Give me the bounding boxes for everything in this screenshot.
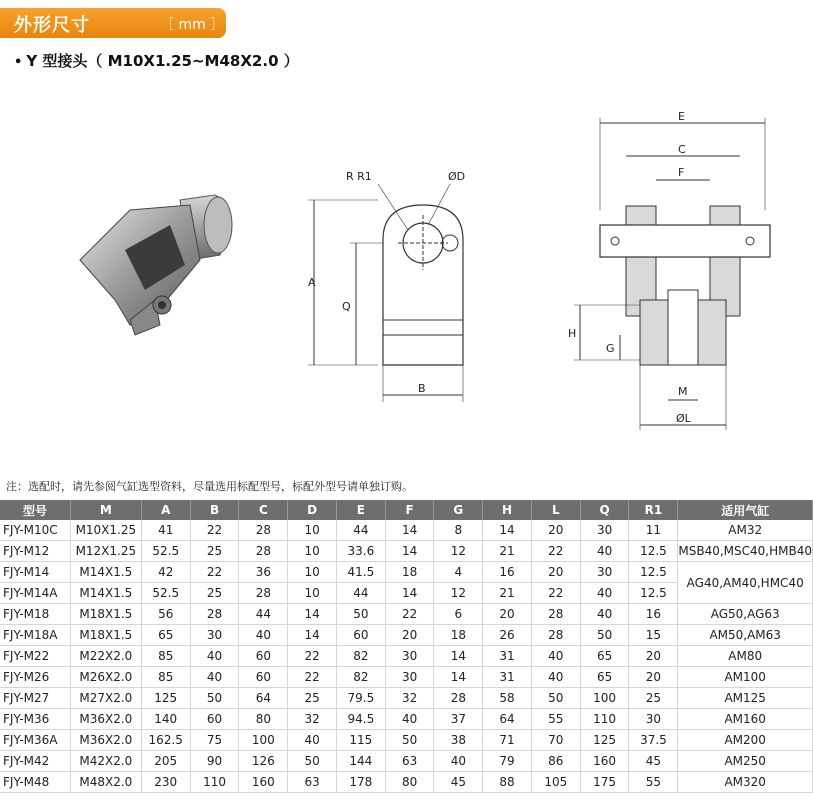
table-row	[0, 520, 813, 541]
col-cylinder: 适用气缸	[678, 500, 813, 520]
col-b: B	[190, 500, 239, 520]
cell-value: M18X1.5	[70, 604, 141, 625]
cell-value: 30	[385, 667, 434, 688]
cell-value: 50	[531, 688, 580, 709]
col-r1: R1	[629, 500, 678, 520]
cell-value: 125	[580, 730, 629, 751]
cell-value: 45	[434, 772, 483, 793]
cell-value: 94.5	[336, 709, 385, 730]
subtitle-text: Y 型接头（ M10X1.25~M48X2.0 ）	[26, 52, 299, 70]
cell-value: 63	[385, 751, 434, 772]
cell-value: 14	[288, 604, 337, 625]
cell-value: M22X2.0	[70, 646, 141, 667]
cell-value: 140	[141, 709, 190, 730]
cell-value: 40	[434, 751, 483, 772]
cell-value: 115	[336, 730, 385, 751]
cell-value: 22	[190, 520, 239, 541]
cell-value: 14	[483, 520, 532, 541]
cell-value: 30	[580, 562, 629, 583]
table-row	[0, 709, 813, 730]
cell-value: 44	[336, 520, 385, 541]
col-q: Q	[580, 500, 629, 520]
cell-value: 160	[239, 772, 288, 793]
cell-value: 14	[288, 625, 337, 646]
table-row	[0, 751, 813, 772]
cell-cylinder: AM100	[678, 667, 813, 688]
col-g: G	[434, 500, 483, 520]
cell-value: M14X1.5	[70, 583, 141, 604]
cell-value: M36X2.0	[70, 730, 141, 751]
cell-value: 88	[483, 772, 532, 793]
cell-value: 40	[288, 730, 337, 751]
table-header-row	[0, 500, 813, 520]
cell-value: 65	[580, 646, 629, 667]
cell-value: 30	[385, 646, 434, 667]
cell-value: M12X1.25	[70, 541, 141, 562]
cell-value: 60	[239, 646, 288, 667]
cell-model: FJY-M18A	[0, 625, 70, 646]
col-f: F	[385, 500, 434, 520]
cell-cylinder: AM250	[678, 751, 813, 772]
cell-value: 22	[531, 541, 580, 562]
cell-value: 25	[190, 541, 239, 562]
cell-value: 10	[288, 541, 337, 562]
cell-model: FJY-M27	[0, 688, 70, 709]
cell-value: 15	[629, 625, 678, 646]
cell-value: 16	[629, 604, 678, 625]
cell-value: 40	[531, 667, 580, 688]
cell-value: 40	[239, 625, 288, 646]
cell-cylinder: AM125	[678, 688, 813, 709]
cell-model: FJY-M36	[0, 709, 70, 730]
cell-value: 22	[531, 583, 580, 604]
cell-value: 205	[141, 751, 190, 772]
cell-value: 16	[483, 562, 532, 583]
label-b: B	[418, 382, 426, 395]
cell-model: FJY-M26	[0, 667, 70, 688]
cell-value: 82	[336, 646, 385, 667]
cell-value: M26X2.0	[70, 667, 141, 688]
section-header	[0, 8, 226, 38]
cell-cylinder: AM160	[678, 709, 813, 730]
cell-value: 64	[483, 709, 532, 730]
cell-value: 20	[531, 562, 580, 583]
cell-value: 125	[141, 688, 190, 709]
cell-value: 21	[483, 541, 532, 562]
cell-value: 52.5	[141, 583, 190, 604]
cell-value: 25	[288, 688, 337, 709]
cell-value: 37	[434, 709, 483, 730]
section-title: 外形尺寸	[14, 15, 90, 36]
cell-value: 79	[483, 751, 532, 772]
cell-value: 28	[190, 604, 239, 625]
cell-value: 79.5	[336, 688, 385, 709]
product-photo	[70, 190, 240, 340]
cell-value: 30	[190, 625, 239, 646]
cell-value: 162.5	[141, 730, 190, 751]
cell-value: 12	[434, 583, 483, 604]
table-row	[0, 541, 813, 562]
cell-value: 28	[531, 604, 580, 625]
cell-value: 44	[239, 604, 288, 625]
cell-cylinder: AM200	[678, 730, 813, 751]
label-h: H	[568, 327, 577, 340]
col-h: H	[483, 500, 532, 520]
cell-value: 55	[629, 772, 678, 793]
table-row	[0, 667, 813, 688]
cell-value: 178	[336, 772, 385, 793]
selection-note: 注：选配时，请先参阅气缸选型资料，尽量选用标配型号，标配外型号请单独订购。	[6, 480, 413, 493]
cell-model: FJY-M14	[0, 562, 70, 583]
cell-value: 20	[483, 604, 532, 625]
table-row	[0, 688, 813, 709]
cell-value: 20	[385, 625, 434, 646]
front-view-drawing	[308, 160, 508, 410]
cell-value: 44	[336, 583, 385, 604]
cell-value: 18	[385, 562, 434, 583]
cell-value: 64	[239, 688, 288, 709]
cell-value: 40	[580, 604, 629, 625]
cell-value: 8	[434, 520, 483, 541]
cell-value: 71	[483, 730, 532, 751]
table-row	[0, 562, 813, 583]
cell-value: 175	[580, 772, 629, 793]
col-e: E	[336, 500, 385, 520]
cell-value: 52.5	[141, 541, 190, 562]
cell-value: 50	[385, 730, 434, 751]
cell-cylinder: AG50,AG63	[678, 604, 813, 625]
cell-value: 40	[385, 709, 434, 730]
cell-value: 30	[580, 520, 629, 541]
cell-cylinder: AM50,AM63	[678, 625, 813, 646]
cell-value: 12.5	[629, 562, 678, 583]
cell-value: 36	[239, 562, 288, 583]
cell-value: 56	[141, 604, 190, 625]
cell-value: 12	[434, 541, 483, 562]
cell-value: 82	[336, 667, 385, 688]
col-a: A	[141, 500, 190, 520]
cell-value: 26	[483, 625, 532, 646]
cell-model: FJY-M12	[0, 541, 70, 562]
cell-value: 28	[239, 541, 288, 562]
cell-value: 70	[531, 730, 580, 751]
cell-value: 60	[190, 709, 239, 730]
col-model: 型号	[0, 500, 70, 520]
cell-value: 12.5	[629, 541, 678, 562]
cell-value: 160	[580, 751, 629, 772]
label-rr1: R R1	[346, 170, 372, 183]
cell-value: 28	[239, 520, 288, 541]
dimension-table	[0, 500, 813, 793]
cell-value: 25	[190, 583, 239, 604]
cell-cylinder: AM320	[678, 772, 813, 793]
col-c: C	[239, 500, 288, 520]
cell-value: 58	[483, 688, 532, 709]
cell-value: 10	[288, 562, 337, 583]
cell-value: 37.5	[629, 730, 678, 751]
side-section-drawing	[560, 110, 800, 440]
cell-cylinder: AG40,AM40,HMC40	[678, 562, 813, 604]
cell-model: FJY-M18	[0, 604, 70, 625]
cell-value: 14	[434, 667, 483, 688]
cell-value: 110	[580, 709, 629, 730]
label-ol: ØL	[676, 412, 691, 425]
cell-value: 6	[434, 604, 483, 625]
cell-value: 38	[434, 730, 483, 751]
cell-value: 22	[288, 667, 337, 688]
table-row	[0, 772, 813, 793]
cell-value: 20	[629, 646, 678, 667]
cell-value: 25	[629, 688, 678, 709]
cell-value: 75	[190, 730, 239, 751]
cell-cylinder: AM80	[678, 646, 813, 667]
cell-value: 40	[531, 646, 580, 667]
cell-value: 40	[580, 541, 629, 562]
cell-value: 40	[580, 583, 629, 604]
cell-value: 55	[531, 709, 580, 730]
cell-value: M42X2.0	[70, 751, 141, 772]
cell-value: 22	[385, 604, 434, 625]
cell-value: M36X2.0	[70, 709, 141, 730]
label-a: A	[308, 276, 316, 289]
cell-value: 28	[434, 688, 483, 709]
cell-value: 85	[141, 667, 190, 688]
cell-value: 22	[288, 646, 337, 667]
cell-value: 85	[141, 646, 190, 667]
cell-value: 28	[531, 625, 580, 646]
cell-value: 65	[580, 667, 629, 688]
cell-model: FJY-M42	[0, 751, 70, 772]
cell-value: 80	[239, 709, 288, 730]
cell-cylinder: MSB40,MSC40,HMB40	[678, 541, 813, 562]
cell-value: M27X2.0	[70, 688, 141, 709]
cell-value: 80	[385, 772, 434, 793]
cell-value: M14X1.5	[70, 562, 141, 583]
cell-value: 10	[288, 583, 337, 604]
cell-value: 30	[629, 709, 678, 730]
cell-value: 144	[336, 751, 385, 772]
label-q: Q	[342, 300, 351, 313]
label-m: M	[678, 385, 688, 398]
cell-value: 20	[629, 667, 678, 688]
cell-model: FJY-M36A	[0, 730, 70, 751]
cell-value: 230	[141, 772, 190, 793]
cell-model: FJY-M14A	[0, 583, 70, 604]
cell-value: 100	[580, 688, 629, 709]
cell-value: 90	[190, 751, 239, 772]
label-e: E	[678, 110, 685, 123]
table-row	[0, 604, 813, 625]
cell-model: FJY-M48	[0, 772, 70, 793]
cell-value: 86	[531, 751, 580, 772]
cell-value: 63	[288, 772, 337, 793]
cell-value: 50	[336, 604, 385, 625]
cell-value: 110	[190, 772, 239, 793]
table-body	[0, 520, 813, 793]
cell-value: 22	[190, 562, 239, 583]
cell-model: FJY-M22	[0, 646, 70, 667]
cell-value: 42	[141, 562, 190, 583]
cell-value: 60	[336, 625, 385, 646]
cell-value: 28	[239, 583, 288, 604]
label-g: G	[606, 342, 615, 355]
cell-cylinder: AM32	[678, 520, 813, 541]
table-row	[0, 730, 813, 751]
cell-value: 14	[385, 520, 434, 541]
cell-value: 32	[385, 688, 434, 709]
cell-value: 10	[288, 520, 337, 541]
cell-value: 31	[483, 667, 532, 688]
label-f: F	[678, 166, 685, 179]
cell-value: 41.5	[336, 562, 385, 583]
cell-value: 14	[385, 583, 434, 604]
label-c: C	[678, 143, 686, 156]
col-m: M	[70, 500, 141, 520]
cell-value: 100	[239, 730, 288, 751]
col-l: L	[531, 500, 580, 520]
cell-value: 50	[288, 751, 337, 772]
cell-value: 65	[141, 625, 190, 646]
cell-value: 14	[385, 541, 434, 562]
cell-value: M48X2.0	[70, 772, 141, 793]
label-od: ØD	[448, 170, 466, 183]
cell-value: 32	[288, 709, 337, 730]
product-subtitle	[14, 50, 299, 71]
cell-value: 50	[580, 625, 629, 646]
cell-value: 14	[434, 646, 483, 667]
cell-value: 45	[629, 751, 678, 772]
cell-value: 18	[434, 625, 483, 646]
cell-value: 40	[190, 667, 239, 688]
cell-value: 50	[190, 688, 239, 709]
cell-value: 40	[190, 646, 239, 667]
cell-value: 4	[434, 562, 483, 583]
cell-value: 20	[531, 520, 580, 541]
bullet-icon: •	[14, 55, 23, 70]
cell-value: 12.5	[629, 583, 678, 604]
table-row	[0, 646, 813, 667]
table-row	[0, 625, 813, 646]
cell-value: 11	[629, 520, 678, 541]
cell-value: 31	[483, 646, 532, 667]
cell-model: FJY-M10C	[0, 520, 70, 541]
unit-label: ［ mm ］	[160, 17, 225, 33]
col-d: D	[288, 500, 337, 520]
cell-value: 33.6	[336, 541, 385, 562]
cell-value: 126	[239, 751, 288, 772]
cell-value: 105	[531, 772, 580, 793]
cell-value: M18X1.5	[70, 625, 141, 646]
cell-value: 41	[141, 520, 190, 541]
cell-value: M10X1.25	[70, 520, 141, 541]
cell-value: 21	[483, 583, 532, 604]
cell-value: 60	[239, 667, 288, 688]
